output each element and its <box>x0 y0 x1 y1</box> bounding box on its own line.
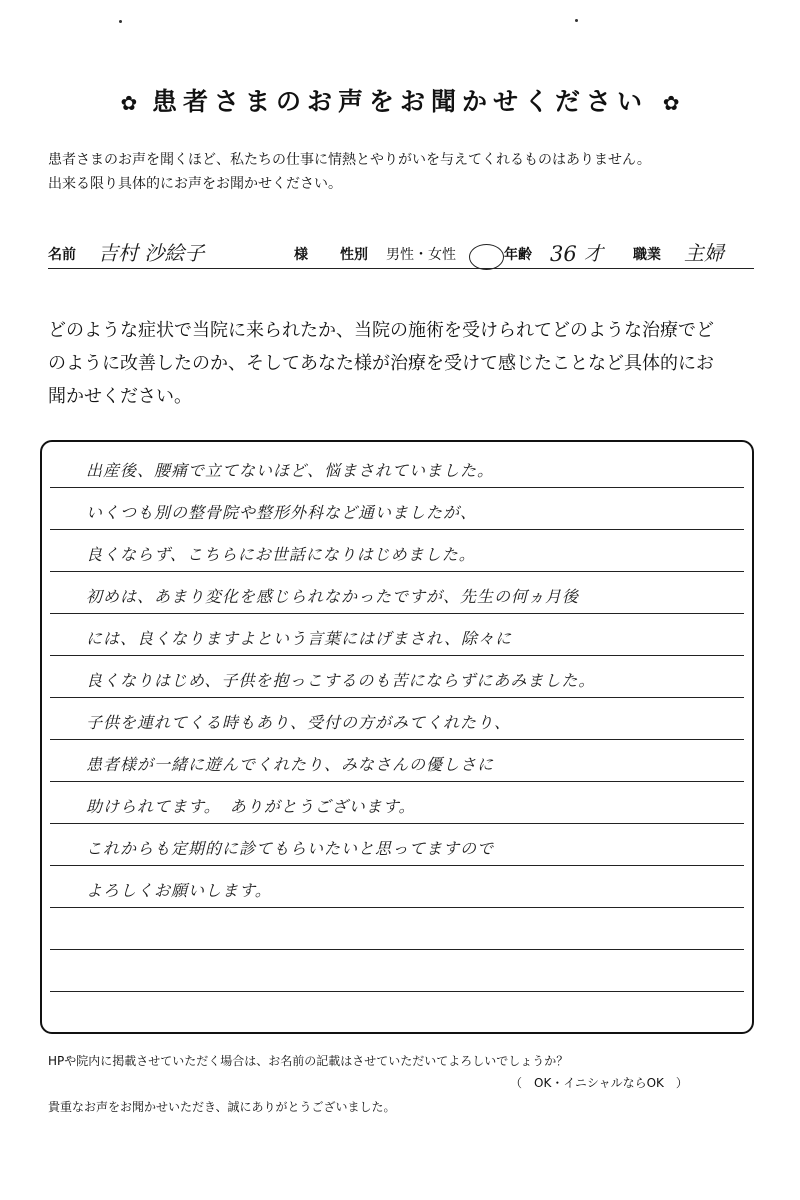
flower-icon: ✿ <box>120 91 138 115</box>
name-value: 吉村 沙絵子 <box>98 241 205 265</box>
ruled-line <box>50 571 744 572</box>
scan-speck <box>119 20 122 23</box>
ruled-line <box>50 949 744 950</box>
form-title <box>0 82 800 118</box>
handwritten-line: には、良くなりますよという言葉にはげまされ、除々に <box>86 629 512 648</box>
ruled-line <box>50 739 744 740</box>
handwritten-line: 良くならず、こちらにお世話になりはじめました。 <box>86 545 476 564</box>
consent-answer: （ OK・イニシャルならOK ） <box>510 1076 688 1090</box>
ruled-line <box>50 907 744 908</box>
handwritten-line: 出産後、腰痛で立てないほど、悩まされていました。 <box>86 461 495 480</box>
answer-box <box>40 440 754 1034</box>
ruled-line <box>50 655 744 656</box>
age-value: 36 <box>550 242 577 266</box>
ruled-line <box>50 613 744 614</box>
handwritten-line: 子供を連れてくる時もあり、受付の方がみてくれたり、 <box>86 713 512 732</box>
age-label: 年齢 <box>504 247 532 263</box>
occupation-value: 主婦 <box>684 241 724 265</box>
intro-line: 出来る限り具体的にお声をお聞かせください。 <box>48 176 342 192</box>
ruled-line <box>50 823 744 824</box>
ruled-line <box>50 697 744 698</box>
consent-question: HPや院内に掲載させていただく場合は、お名前の記載はさせていただいてよろしいでしょうか？ <box>48 1054 569 1068</box>
thanks-text: 貴重なお声をお聞かせいただき、誠にありがとうございました。 <box>48 1100 396 1114</box>
scan-speck <box>575 19 578 22</box>
flower-icon: ✿ <box>662 91 680 115</box>
question-line: のように改善したのか、そしてあなた様が治療を受けて感じたことなど具体的にお <box>48 353 714 374</box>
question-line: 聞かせください。 <box>48 386 192 407</box>
ruled-line <box>50 487 744 488</box>
ruled-line <box>50 781 744 782</box>
occupation-label: 職業 <box>633 247 661 263</box>
handwritten-line: 助けられてます。 ありがとうございます。 <box>86 797 416 816</box>
question-line: どのような症状で当院に来られたか、当院の施術を受けられてどのような治療でど <box>48 320 714 341</box>
intro-text <box>48 148 651 196</box>
gender-options: 男性・女性 <box>386 247 456 263</box>
intro-line: 患者さまのお声を聞くほど、私たちの仕事に情熱とやりがいを与えてくれるものはありません。 <box>48 152 651 168</box>
handwritten-line: いくつも別の整骨院や整形外科など通いましたが、 <box>86 503 478 522</box>
handwritten-line: よろしくお願いします。 <box>86 881 272 900</box>
ruled-line <box>50 991 744 992</box>
handwritten-line: 患者様が一緒に遊んでくれたり、みなさんの優しさに <box>86 755 495 774</box>
handwritten-line: 初めは、あまり変化を感じられなかったですが、先生の何ヵ月後 <box>86 587 580 606</box>
handwritten-line: 良くなりはじめ、子供を抱っこするのも苦にならずにあみました。 <box>86 671 596 690</box>
gender-label: 性別 <box>340 247 368 263</box>
question-text <box>48 314 714 413</box>
gender-selection-circle <box>469 244 504 270</box>
name-label: 名前 <box>48 247 76 263</box>
ruled-line <box>50 529 744 530</box>
patient-info-row <box>48 238 754 269</box>
ruled-line <box>50 865 744 866</box>
honorific-label: 様 <box>294 247 308 263</box>
title-text: 患者さまのお声をお聞かせください <box>151 87 648 116</box>
handwritten-line: これからも定期的に診てもらいたいと思ってますので <box>86 839 495 858</box>
age-unit: 才 <box>584 243 604 265</box>
